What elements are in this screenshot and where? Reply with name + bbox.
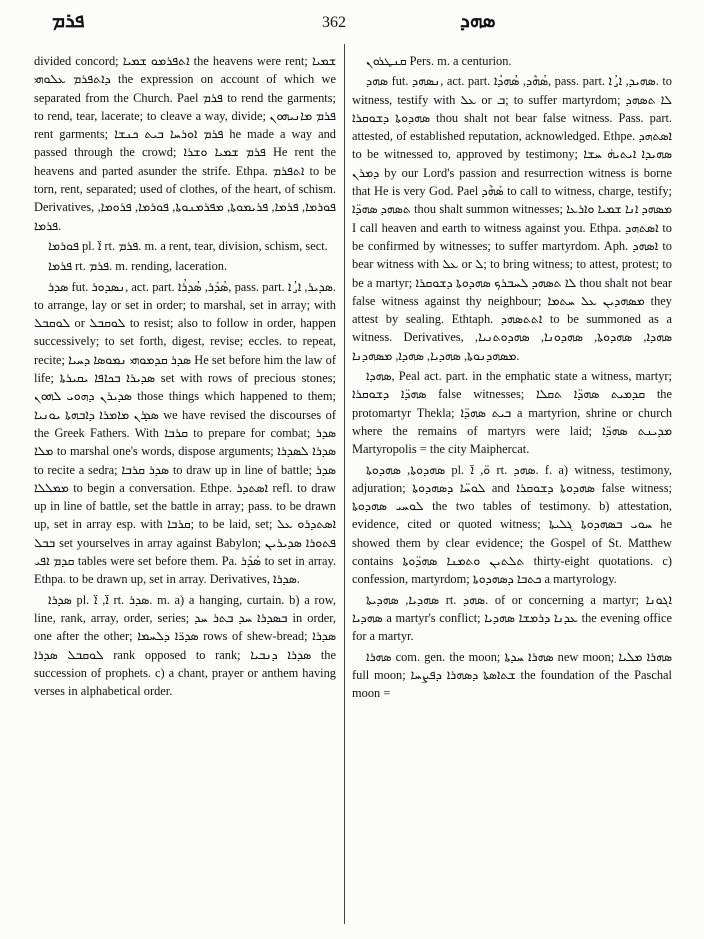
dictionary-entry xyxy=(352,461,672,589)
right-column xyxy=(352,52,672,702)
entry-text: ܣܗܕܐ, Peal act. part. in the emphatic state a witness, martyr; ܣܗܕ̈ܐ ܕܫܘܩܪܐ false witnesses; ܩܕܡܝܬ ܣܗܕ̈ܐ ܬܩܠܐ the protomartyr Thekla; ܒܝܬ ܣܗܕ̈ܐ a martyrion, shrine or church where the remains of martyrs were laid; ܡܕܝܢܬ ܣܗܕ̈ܐ Martyropolis = the city Maiphercat. xyxy=(352,369,673,457)
entry-text: ܣܕܪ fut. ܢܣܕܘܪ, act. part. ܣܳܕܰܪ, ܣܳܕܪܳܐ, pass. part. ܣܕܝܪ, ܐ̱, ܳܐ. to arrange, lay or set in order; to marshal, set in array; with ܠܘܩܒܠ or ܠܘܩܒܠ to resist; also to follow in order, happen successively; to set forth, digest, revise; eccles. to repeat, recite; ܣܕܪ ܩܕܡܘܗܝ ܢܡܘܣܐ ܕܚܝܐ He set before him the law of life; ܣܕܝܪܐ ܒܟܐܦܐ ܝܩܝܪܬܐ set with rows of precious stones; ܣܕܝܪܢ ܕܗܘܝ ܠܗܘܢ those things which happened to them; ܣܕܪܢ ܡܐܡܪܐ ܕܐܒܗܬܐ ܝܘܢܝܐ we have revised the discourses of the Greek Fathers. With ܩܪܒܐ to prepare for combat; ܣܕܪ ܡܠܐ to marshal one's words, dispose arguments; ܣܕܪܐ ܠܣܕܪܐ to recite a sedra; ܣܕܪ ܩܪܒܐ to draw up in line of battle; ܣܕܪ ܡܡܠܠܐ to begin a conversation. Ethpe. ܐܣܬܕܪ refl. to draw up in line of battle, set the battle in array; pass. to be drawn up, set in array esp. with ܩܪܒܐ; to be laid, set; ܐܣܬܕܪܘ ܥܠ ܒܒܠ set yourselves in array against Babylon; ܦܬܘܪܐ ܣܕܝܪܝܢ ܩܕܡ ܐܦܝ tables were set before them. Pa. ܣܰܕܰܪ to set in array. Ethpa. to be drawn up, set in array. Derivatives, ܣܕܪܐ. xyxy=(34,279,336,587)
entry-text: ܦܪܡܐ rt. ܦܪܡ. m. rending, laceration. xyxy=(48,259,228,274)
dictionary-entry xyxy=(352,52,672,70)
dictionary-entry xyxy=(352,72,672,365)
right-running-head: ܣܗܕ xyxy=(460,10,496,32)
entry-text: ܩܢܛܪܘܢ Pers. m. a centurion. xyxy=(366,54,512,68)
dictionary-entry xyxy=(34,52,336,235)
dictionary-entry xyxy=(34,237,336,255)
entry-text: divided concord; ܐܬܦܪܡܘ ܫܡܝܐ the heavens were rent; ܫܡܝܐ ܕܐܬܦܪܡ ܥܠܘܗܝ the expression on account of which we separated from the Church. Pael ܦܪܡ to rend the garments; to rend, tear, lacerate; to cleave a way, divide; ܦܪܡ ܡܐܢܝܗܘܢ rent garments; ܦܪܡ ܐܘܪܚܐ ܒܝܬ ܟܢܫܐ he made a way and passed through the crowd; ܦܪܡ ܫܡܝܐ ܘܫܪܐ He rent the heavens and parted asunder the strife. Ethpa. ܐܬܦܪܡ to be torn, rent, separated; used of clothes, of the heart, of schism. Derivatives, ܦܘܪܡܐ, ܦܪܡܐ, ܦܪܝܡܘܬܐ, ܡܦܪܡܢܘܬܐ, ܦܘܪܡܐ, ܦܪܘܡܐ, ܦܪܡܐ. xyxy=(34,54,337,233)
left-running-head: ܦܪܡ xyxy=(52,10,85,32)
dictionary-entry xyxy=(34,591,336,701)
page-header xyxy=(0,8,704,38)
dictionary-entry xyxy=(352,648,672,703)
dictionary-entry xyxy=(352,591,672,646)
entry-text: ܣܗܪܐ com. gen. the moon; ܣܗܪܐ ܚܕܬܐ new moon; ܣܗܪܐ ܡܠܝܐ full moon; ܫܬܐܣܬܐ ܕܣܗܪܐ ܕܦܨܚܐ the foundation of the Paschal moon = xyxy=(352,649,672,701)
entry-text: ܦܘܪܡܐ pl. ܐ̈ rt. ܦܪܡ. m. a rent, tear, division, schism, sect. xyxy=(48,238,328,253)
entry-text: ܣܕܪܐ pl. ܐ̈, ܐ̈ rt. ܣܕܪ. m. a) a hanging, curtain. b) a row, line, rank, array, order, series; ܒܣܕܪܐ ܚܕ ܒܬܪ ܚܕ in order, one after the other; ܣܕܪ̈ܐ ܕܠܚܡܐ rows of shew-bread; ܣܕܪܐ ܠܘܩܒܠ ܣܕܪܐ rank opposed to rank; ܣܕܪܐ ܕܢܒܝܐ the succession of prophets. c) a chant, prayer or anthem having verses in alphabetical order. xyxy=(34,592,337,699)
left-column xyxy=(34,52,336,700)
entry-text: ܣܗܕܘܬܐ, ܣܗܕܘܬܐ pl. ܘ̈, ܐ̈ rt. ܣܗܕ. f. a) witness, testimony, adjuration; ܠܘܚ̈ܐ ܕܣܗܕܘܬܐ and ܣܗܕܘܬܐ ܕܫܘܩܪܐ false witness; ܠܘܚܝ ܣܗܕܘܬܐ the two tables of testimony. b) attestation, evidence, cited or quoted witness; ܚܘܝ ܒܣܗܕܘܬܐ ܓܠܝܬܐ he showed them by clear evidence; the Gospel of St. Matthew contains ܬܠܬܝܢ ܘܬܡܢܐ ܣܗܕ̈ܘܬܐ thirty-eight quotations. c) confession, martyrdom; ܟܬܒܐ ܕܣܗܕܘܬܐ a martyrology. xyxy=(352,462,673,587)
entry-text: ܣܗܕ fut. ܢܣܗܕ, act. part. ܣܳܗܶܕ, ܣܳܗܕܳܐ, pass. part. ܣܗܝܕ, ܐ̱, ܳܐ. to witness, testify with ܥܠ or ܒ; to suffer martyrdom; ܠܐ ܬܣܗܕ ܣܗܕܘܬܐ ܕܫܘܩܪܐ thou shalt not bear false witness. Pass. part. attested, of established reputation, acknowledged. Ethpe. ܐܣܬܗܕ to be witnessed to, approved by testimony; ܣܗܝܕܐ ܐܝܬܝܗ̇ ܚܫܐ ܕܡܪܢ by our Lord's passion and resurrection witness is borne that He is very God. Pael ܣܰܗܶܕ to call to witness, charge, testify; ܬܣܗܕ ܣܗܕ̈ܐ thou shalt summon witnesses; ܡܣܗܕ ܐܢܐ ܫܡܝܐ ܘܐܪܥܐ I call heaven and earth to witness against you. Ethpa. ܐܣܬܗܕ to be confirmed by witnesses; to suffer martyrdom. Aph. ܐܣܗܕ to bear witness with ܥܠ or ܠ; to bring witness; to attest, protest; to be a martyr; ܠܐ ܬܣܗܕ ܠܚܒܪܟ ܣܗܕܘܬܐ ܕܫܘܩܪܐ thou shalt not bear false witness against thy neighbour; ܡܣܗܕܝܢ ܥܠ ܚܬܡܐ they attest by sealing. Ethtaph. ܐܬܬܣܗܕ to be summoned as a witness. Derivatives, ܣܗܕܐ, ܣܗܕܘܬܐ, ܣܗܕܘܢܐ, ܣܗܕܘܬܢܝܐ, ܡܣܗܕܢܘܬܐ, ܣܗܕܝܐ, ܣܗܕܐ, ܡܣܗܕܢܐ. xyxy=(352,74,673,363)
dictionary-entry xyxy=(34,278,336,589)
entry-text: ܣܗܕܝܐ, ܣܗܕܝܬܐ rt. ܣܗܕ. of or concerning a martyr; ܐܓܘܢܐ ܣܗܕܝܐ a martyr's conflict; ܥܕܢܐ ܕܪܡܫܐ ܣܗܕܝܐ the evening office for a martyr. xyxy=(352,592,672,644)
dictionary-entry xyxy=(352,367,672,458)
page-number: 362 xyxy=(322,14,346,31)
dictionary-entry xyxy=(34,257,336,275)
column-divider xyxy=(344,44,345,924)
